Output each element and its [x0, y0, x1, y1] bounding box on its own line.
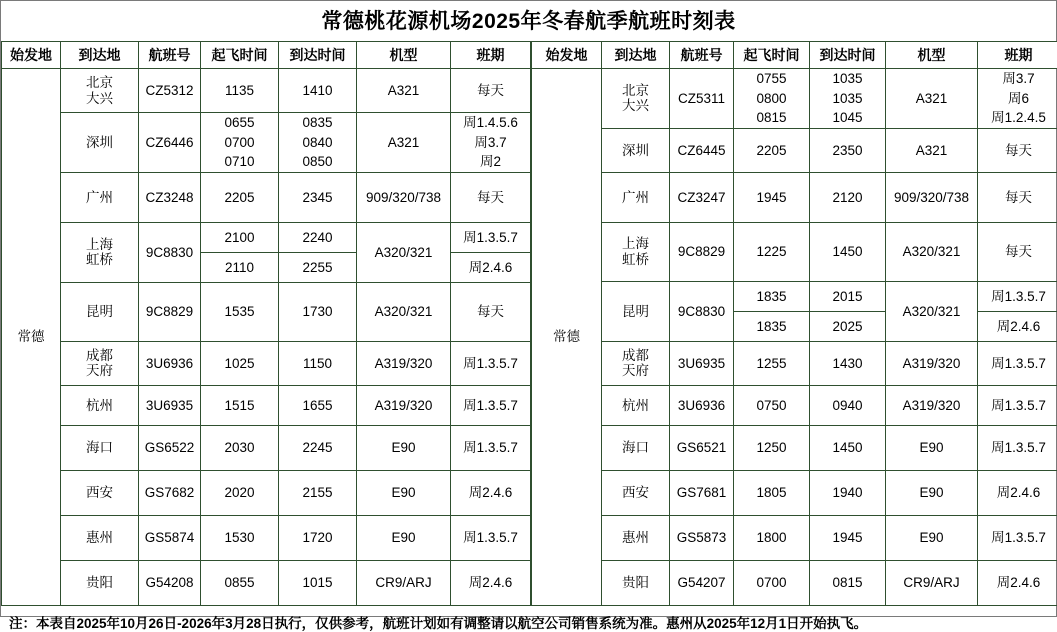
table-row: [2, 172, 531, 222]
departure-time-cell: 1255: [734, 341, 810, 385]
table-row: [2, 470, 531, 515]
arrival-time-cell: 2120: [810, 172, 886, 222]
flight-number-cell: 9C8829: [670, 222, 734, 281]
days-cell: 周1.3.5.7: [978, 385, 1057, 425]
destination-cell: 深圳: [602, 128, 670, 172]
aircraft-cell: A321: [357, 113, 451, 173]
table-row: [532, 172, 1057, 222]
aircraft-cell: A319/320: [357, 341, 451, 385]
table-row: [532, 385, 1057, 425]
arrival-time-cell: 1450: [810, 425, 886, 470]
days-cell: 每天: [451, 282, 531, 341]
days-cell: 周2.4.6: [451, 470, 531, 515]
days-cell: 周2.4.6: [978, 560, 1057, 605]
destination-cell: 西安: [61, 470, 139, 515]
days-cell: 周1.3.5.7: [451, 222, 531, 252]
destination-cell: 北京 大兴: [61, 69, 139, 113]
arrival-time-cell: 2155: [279, 470, 357, 515]
flight-number-cell: G54207: [670, 560, 734, 605]
arrival-time-cell: 1150: [279, 341, 357, 385]
departure-time-cell: 1945: [734, 172, 810, 222]
arrival-time-cell: 2245: [279, 425, 357, 470]
arrival-time-cell: 1450: [810, 222, 886, 281]
arrival-time-cell: 2025: [810, 311, 886, 341]
destination-cell: 北京 大兴: [602, 69, 670, 129]
col-flight-no: 航班号: [139, 42, 201, 69]
col-dep-time: 起飞时间: [734, 42, 810, 69]
flight-number-cell: GS6521: [670, 425, 734, 470]
departure-time-cell: 1805: [734, 470, 810, 515]
col-days: 班期: [451, 42, 531, 69]
flight-number-cell: CZ3247: [670, 172, 734, 222]
destination-cell: 海口: [61, 425, 139, 470]
days-cell: 周1.3.5.7: [451, 385, 531, 425]
table-row: [532, 222, 1057, 281]
arrival-time-cell: 1730: [279, 282, 357, 341]
departure-time-cell: 1025: [201, 341, 279, 385]
flight-number-cell: GS6522: [139, 425, 201, 470]
departure-time-cell: 0750: [734, 385, 810, 425]
flight-number-cell: 3U6935: [670, 341, 734, 385]
flight-number-cell: 3U6936: [139, 341, 201, 385]
departure-time-cell: 0855: [201, 560, 279, 605]
flight-number-cell: GS5874: [139, 515, 201, 560]
flight-number-cell: GS5873: [670, 515, 734, 560]
departure-time-cell: 1800: [734, 515, 810, 560]
table-row: [2, 515, 531, 560]
departure-time-cell: 1535: [201, 282, 279, 341]
flight-number-cell: CZ6446: [139, 113, 201, 173]
departure-time-cell: 2020: [201, 470, 279, 515]
arrival-time-cell: 2015: [810, 281, 886, 311]
aircraft-cell: A320/321: [886, 222, 978, 281]
table-row: [2, 560, 531, 605]
col-arr-time: 到达时间: [279, 42, 357, 69]
aircraft-cell: A321: [886, 128, 978, 172]
table-body-left: [2, 69, 531, 606]
table-row: [532, 281, 1057, 311]
departure-time-cell: 2205: [734, 128, 810, 172]
days-cell: 周1.3.5.7: [978, 281, 1057, 311]
flight-number-cell: CZ5312: [139, 69, 201, 113]
flight-number-cell: CZ6445: [670, 128, 734, 172]
departure-time-cell: 0755 0800 0815: [734, 69, 810, 129]
destination-cell: 惠州: [61, 515, 139, 560]
destination-cell: 成都 天府: [602, 341, 670, 385]
departure-time-cell: 2100: [201, 222, 279, 252]
flight-number-cell: 9C8829: [139, 282, 201, 341]
aircraft-cell: 909/320/738: [357, 172, 451, 222]
table-row: [532, 341, 1057, 385]
departures-table-left: [1, 41, 531, 606]
departure-time-cell: 1835: [734, 281, 810, 311]
table-row: [532, 128, 1057, 172]
table-row: [2, 282, 531, 341]
days-cell: 周1.3.5.7: [978, 425, 1057, 470]
days-cell: 每天: [978, 172, 1057, 222]
table-row: [2, 113, 531, 173]
col-flight-no: 航班号: [670, 42, 734, 69]
col-dest: 到达地: [61, 42, 139, 69]
departure-time-cell: 0655 0700 0710: [201, 113, 279, 173]
aircraft-cell: A320/321: [886, 281, 978, 341]
departure-time-cell: 1225: [734, 222, 810, 281]
arrival-time-cell: 2255: [279, 252, 357, 282]
col-aircraft: 机型: [357, 42, 451, 69]
days-cell: 每天: [978, 222, 1057, 281]
days-cell: 周1.3.5.7: [451, 341, 531, 385]
arrival-time-cell: 1410: [279, 69, 357, 113]
col-origin: 始发地: [2, 42, 61, 69]
origin-cell: 常德: [2, 69, 61, 606]
table-row: [2, 222, 531, 252]
destination-cell: 深圳: [61, 113, 139, 173]
arrival-time-cell: 2240: [279, 222, 357, 252]
days-cell: 每天: [978, 128, 1057, 172]
arrival-time-cell: 0940: [810, 385, 886, 425]
col-origin: 始发地: [532, 42, 602, 69]
arrival-time-cell: 1035 1035 1045: [810, 69, 886, 129]
destination-cell: 杭州: [602, 385, 670, 425]
aircraft-cell: A321: [886, 69, 978, 129]
arrival-time-cell: 1655: [279, 385, 357, 425]
days-cell: 周2.4.6: [451, 252, 531, 282]
aircraft-cell: A320/321: [357, 282, 451, 341]
departures-table-right: [531, 41, 1057, 606]
col-dep-time: 起飞时间: [201, 42, 279, 69]
arrival-time-cell: 1430: [810, 341, 886, 385]
days-cell: 周1.3.5.7: [978, 515, 1057, 560]
aircraft-cell: E90: [357, 470, 451, 515]
destination-cell: 贵阳: [61, 560, 139, 605]
flight-number-cell: 9C8830: [670, 281, 734, 341]
aircraft-cell: E90: [886, 470, 978, 515]
col-dest: 到达地: [602, 42, 670, 69]
table-row: [532, 515, 1057, 560]
destination-cell: 昆明: [602, 281, 670, 341]
flight-number-cell: CZ5311: [670, 69, 734, 129]
page-title: 常德桃花源机场2025年冬春航季航班时刻表: [1, 1, 1056, 41]
col-arr-time: 到达时间: [810, 42, 886, 69]
flight-number-cell: G54208: [139, 560, 201, 605]
table-row: [532, 470, 1057, 515]
days-cell: 每天: [451, 69, 531, 113]
destination-cell: 惠州: [602, 515, 670, 560]
flight-number-cell: GS7681: [670, 470, 734, 515]
destination-cell: 海口: [602, 425, 670, 470]
table-body-right: [532, 69, 1057, 606]
days-cell: 周2.4.6: [978, 311, 1057, 341]
departure-time-cell: 1250: [734, 425, 810, 470]
aircraft-cell: CR9/ARJ: [357, 560, 451, 605]
flight-number-cell: GS7682: [139, 470, 201, 515]
schedule-tables: [1, 41, 1057, 606]
destination-cell: 广州: [61, 172, 139, 222]
days-cell: 周1.3.5.7: [451, 425, 531, 470]
arrival-time-cell: 1940: [810, 470, 886, 515]
aircraft-cell: A319/320: [886, 385, 978, 425]
col-aircraft: 机型: [886, 42, 978, 69]
aircraft-cell: A320/321: [357, 222, 451, 282]
destination-cell: 西安: [602, 470, 670, 515]
destination-cell: 广州: [602, 172, 670, 222]
aircraft-cell: E90: [357, 515, 451, 560]
aircraft-cell: 909/320/738: [886, 172, 978, 222]
arrival-time-cell: 0815: [810, 560, 886, 605]
aircraft-cell: E90: [886, 425, 978, 470]
days-cell: 周2.4.6: [451, 560, 531, 605]
destination-cell: 贵阳: [602, 560, 670, 605]
table-row: [2, 69, 531, 113]
table-header-row: [532, 42, 1057, 69]
aircraft-cell: A319/320: [886, 341, 978, 385]
table-row: [532, 425, 1057, 470]
days-cell: 周1.4.5.6 周3.7 周2: [451, 113, 531, 173]
departure-time-cell: 2205: [201, 172, 279, 222]
departure-time-cell: 1835: [734, 311, 810, 341]
aircraft-cell: E90: [357, 425, 451, 470]
flight-number-cell: CZ3248: [139, 172, 201, 222]
arrival-time-cell: 2345: [279, 172, 357, 222]
table-row: [2, 341, 531, 385]
departure-time-cell: 0700: [734, 560, 810, 605]
departure-time-cell: 1530: [201, 515, 279, 560]
aircraft-cell: CR9/ARJ: [886, 560, 978, 605]
table-row: [2, 425, 531, 470]
days-cell: 周1.3.5.7: [451, 515, 531, 560]
table-row: [532, 69, 1057, 129]
footer-note: 注：本表自2025年10月26日-2026年3月28日执行，仅供参考，航班计划如有调整请以航空公司销售系统为准。惠州从2025年12月1日开始执飞。: [1, 606, 1056, 632]
destination-cell: 昆明: [61, 282, 139, 341]
destination-cell: 上海 虹桥: [61, 222, 139, 282]
departure-time-cell: 2030: [201, 425, 279, 470]
departure-time-cell: 1135: [201, 69, 279, 113]
departure-time-cell: 2110: [201, 252, 279, 282]
flight-number-cell: 9C8830: [139, 222, 201, 282]
arrival-time-cell: 1945: [810, 515, 886, 560]
table-row: [2, 385, 531, 425]
arrival-time-cell: 2350: [810, 128, 886, 172]
destination-cell: 杭州: [61, 385, 139, 425]
days-cell: 周1.3.5.7: [978, 341, 1057, 385]
flight-number-cell: 3U6936: [670, 385, 734, 425]
arrival-time-cell: 1720: [279, 515, 357, 560]
col-days: 班期: [978, 42, 1057, 69]
aircraft-cell: A319/320: [357, 385, 451, 425]
departure-time-cell: 1515: [201, 385, 279, 425]
origin-cell: 常德: [532, 69, 602, 606]
arrival-time-cell: 0835 0840 0850: [279, 113, 357, 173]
days-cell: 周3.7 周6 周1.2.4.5: [978, 69, 1057, 129]
destination-cell: 上海 虹桥: [602, 222, 670, 281]
aircraft-cell: A321: [357, 69, 451, 113]
arrival-time-cell: 1015: [279, 560, 357, 605]
table-header-row: [2, 42, 531, 69]
aircraft-cell: E90: [886, 515, 978, 560]
table-row: [532, 560, 1057, 605]
days-cell: 每天: [451, 172, 531, 222]
flight-number-cell: 3U6935: [139, 385, 201, 425]
destination-cell: 成都 天府: [61, 341, 139, 385]
days-cell: 周2.4.6: [978, 470, 1057, 515]
